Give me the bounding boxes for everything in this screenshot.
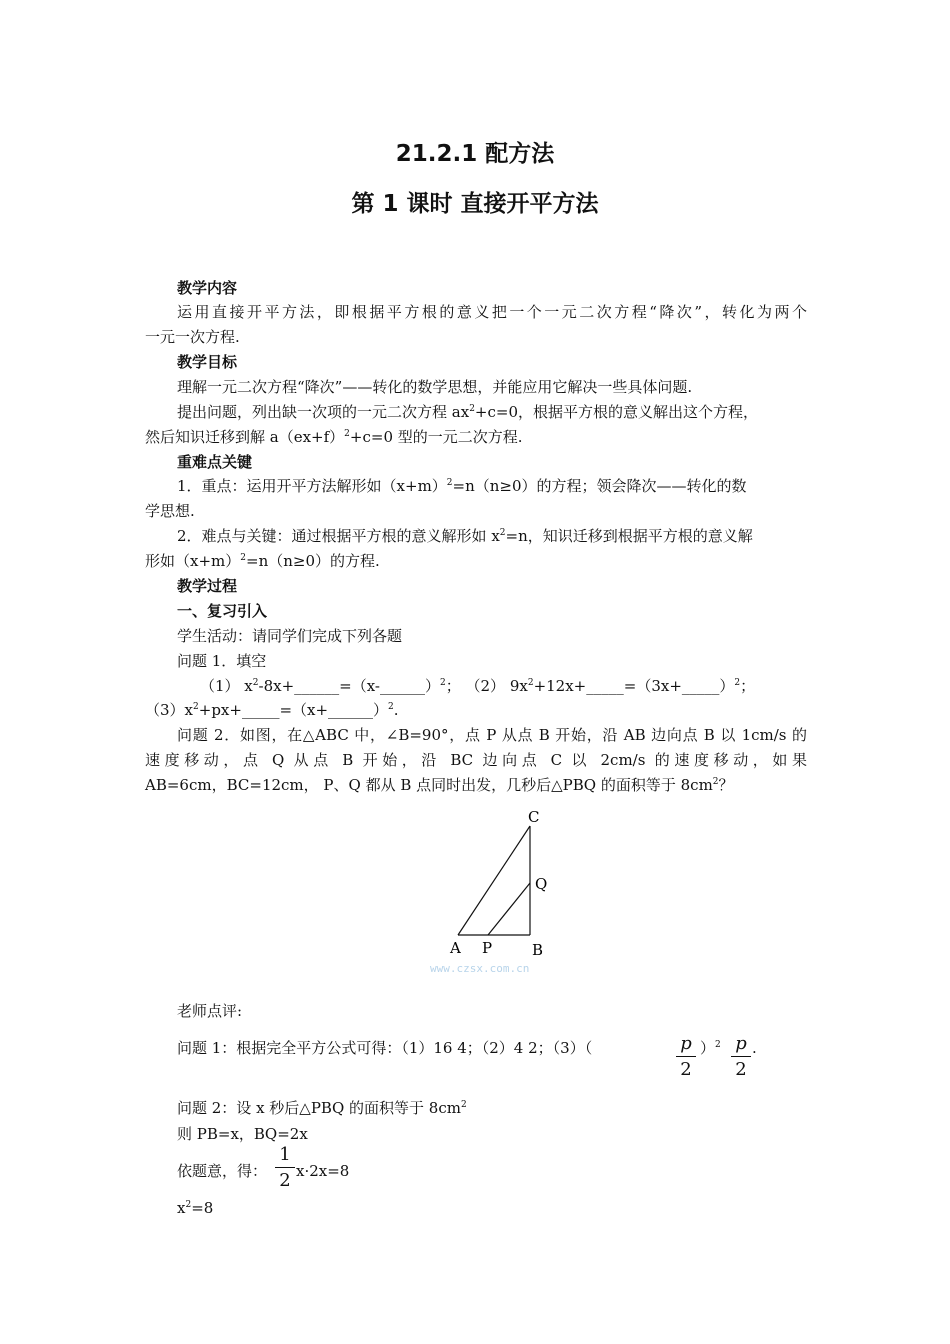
heading-key-points: 重难点关键: [177, 453, 253, 471]
paragraph-question-2-line-2: 速度移动，点 Q 从点 B 开始，沿 BC 边向点 C 以 2cm/s 的速度移动，如果: [145, 751, 807, 769]
fraction-p-over-2-b: p 2: [731, 1033, 751, 1080]
paragraph-content-2: 一元一次方程.: [145, 328, 240, 346]
paragraph-teacher-comment: 老师点评:: [177, 1002, 243, 1020]
lesson-title: 21.2.1 配方法: [395, 141, 555, 167]
paragraph-key-4: 形如$(x+m)^2=n(n\ge 0)$的方程.: [145, 552, 380, 570]
heading-process: 教学过程: [177, 577, 238, 595]
segment-pq: [488, 883, 530, 935]
paragraph-question-2-line-3: AB=6cm，BC=12cm， P、Q 都从 B 点同时出发，几秒后△PBQ 的面积等于 $8cm^2$？: [145, 776, 734, 794]
label-b: B: [532, 941, 544, 959]
paragraph-answer-2-result: $x^2=8$: [177, 1199, 214, 1217]
heading-content: 教学内容: [177, 279, 238, 297]
label-c: C: [528, 808, 540, 826]
lesson-subtitle: 第 1 课时 直接开平方法: [351, 191, 599, 217]
heading-review: 一、复习引入: [177, 602, 268, 620]
paragraph-question-2-line-1: 问题 2．如图，在△ABC 中，∠B=90°，点 P 从点 B 开始，沿 AB 边向点 B 以 1cm/s 的: [177, 726, 807, 744]
paragraph-answer-1-tail: ）$^2$: [700, 1039, 721, 1057]
paragraph-fill-blank-2: $(3)x^2+px+\_\_\_\_\_=(x+\_\_\_\_\_\_)^2$.: [145, 701, 399, 719]
paragraph-key-2: 学思想.: [145, 502, 195, 520]
paragraph-content-1: 运用直接开平方法，即根据平方根的意义把一个一元二次方程“降次”，转化为两个: [177, 303, 807, 321]
paragraph-answer-2: 问题 2：设 x 秒后△PBQ 的面积等于 $8cm^2$: [177, 1099, 467, 1117]
label-q: Q: [535, 875, 548, 893]
label-p: P: [482, 939, 493, 957]
side-ac: [458, 826, 530, 935]
paragraph-question-1: 问题 1．填空: [177, 652, 267, 670]
triangle-figure: [420, 800, 580, 980]
paragraph-answer-2-equation-label: 依题意，得：: [177, 1162, 268, 1180]
paragraph-student-activity: 学生活动：请同学们完成下列各题: [177, 627, 403, 645]
heading-objectives: 教学目标: [177, 353, 238, 371]
paragraph-objective-1: 理解一元二次方程“降次”——转化的数学思想，并能应用它解决一些具体问题.: [177, 378, 693, 396]
fraction-p-over-2-a: p 2: [676, 1033, 696, 1080]
paragraph-answer-2-equation: x·2x=8: [296, 1162, 350, 1180]
paragraph-objective-3: 然后知识迁移到解 $a(ex+f)^2+c=0$ 型的一元二次方程.: [145, 428, 523, 446]
paragraph-fill-blank-1: （1） $x^2-8x+\_\_\_\_\_\_=(x-\_\_\_\_\_\_)^2$； （2） $9x^2+12x+\_\_\_\_\_=(3x+\_\_\_\_\_)^2$；: [200, 677, 756, 695]
paragraph-answer-1-end: .: [752, 1039, 757, 1057]
paragraph-objective-2: 提出问题，列出缺一次项的一元二次方程 $ax^2+c=0$，根据平方根的意义解出这个方程，: [177, 403, 759, 421]
paragraph-answer-1: 问题 1：根据完全平方公式可得：（1）16 4；（2）4 2；（3）（: [177, 1039, 593, 1057]
watermark-text: www.czsx.com.cn: [430, 962, 530, 975]
fraction-one-half: 1 2: [275, 1144, 295, 1191]
paragraph-key-3: 2．难点与关键：通过根据平方根的意义解形如 $x^2=n$，知识迁移到根据平方根的意义解: [177, 527, 753, 545]
paragraph-answer-2-pb: 则 PB=x，BQ=2x: [177, 1125, 308, 1143]
label-a: A: [450, 939, 461, 957]
paragraph-key-1: 1．重点：运用开平方法解形如$(x+m)^2=n(n\ge 0)$的方程；领会降次——转化的数: [177, 477, 747, 495]
